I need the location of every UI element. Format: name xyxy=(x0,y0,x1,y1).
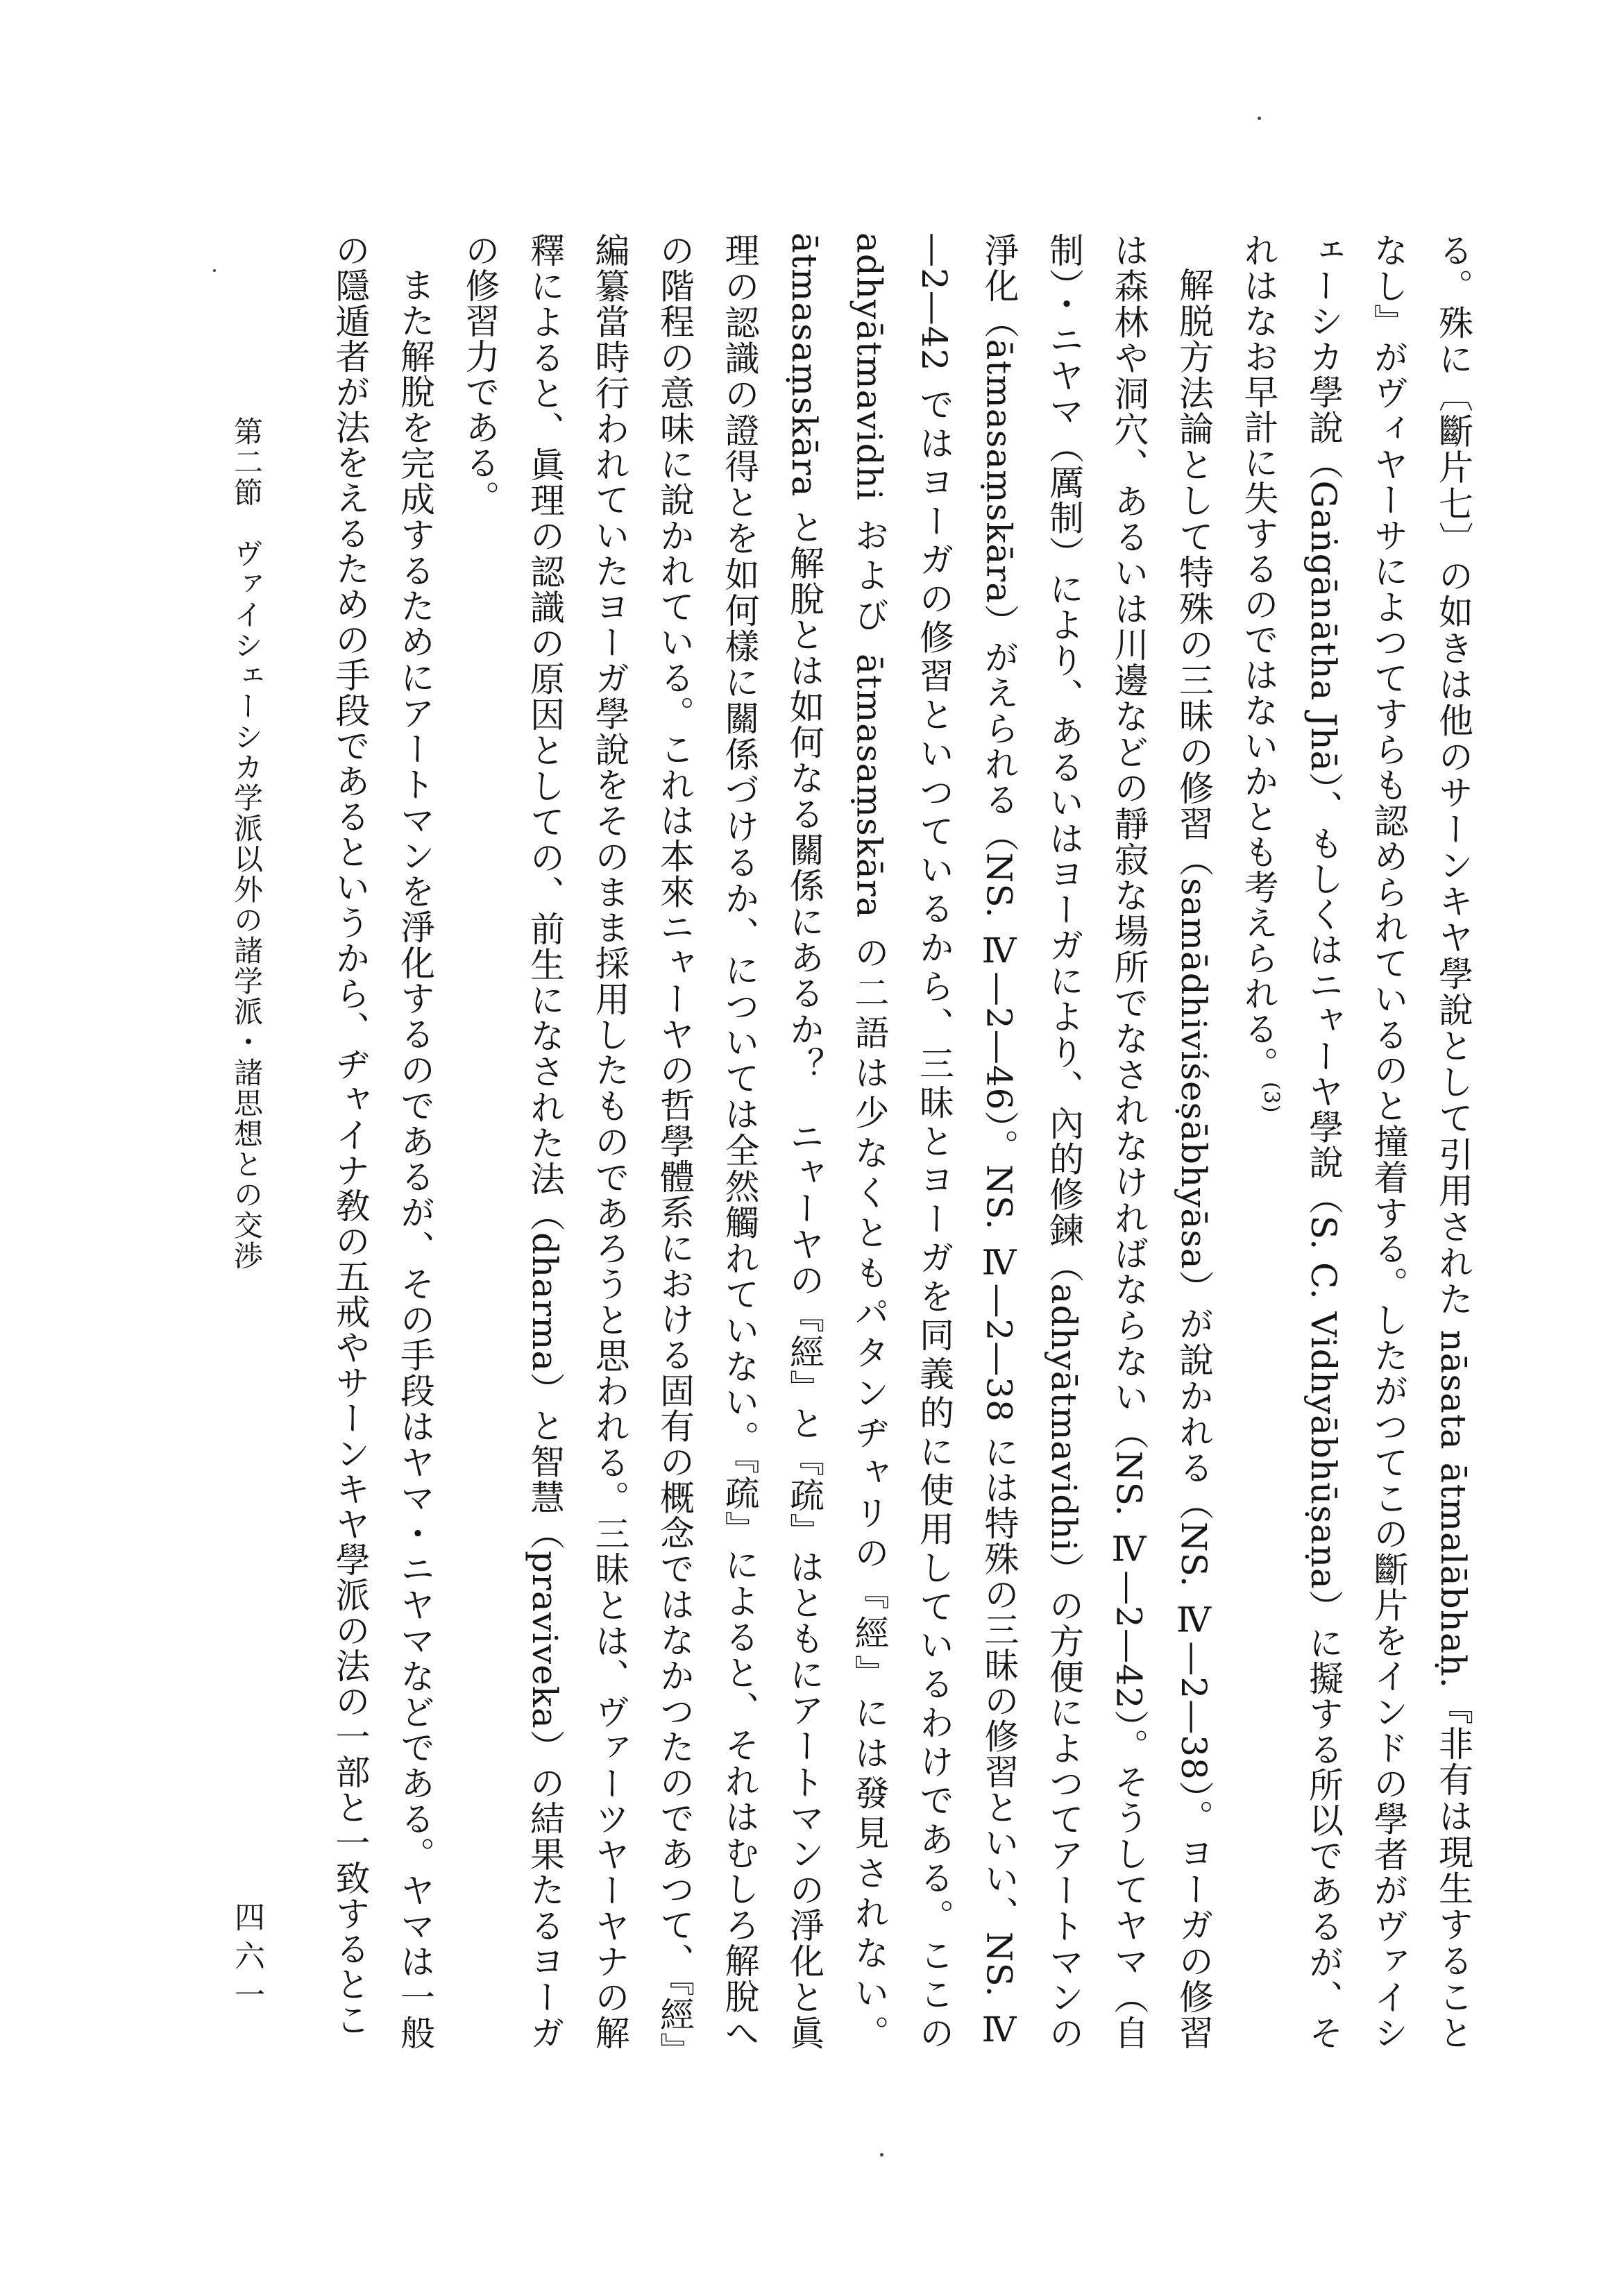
paragraph-1 xyxy=(1226,232,1485,2050)
footnote-marker: (3) xyxy=(1259,1082,1284,1114)
paragraph-2: 解脱方法論として特殊の三昧の修習（samādhiviśeṣābhyāsa）が說かれる（NS. Ⅳ—2—38）。ヨーガの修習は森林や洞穴、あるいは川邊などの靜寂な場所でなされなければならない（NS. Ⅳ—2—42）。そうしてヤマ（自制）・ニヤマ（厲制）により、あるいはヨーガにより、內的修鍊（adhyātmavidhi）の方便によつてアートマンの淨化（ātmasaṃskāra）がえられる（NS. Ⅳ—2—46）。NS. Ⅳ—2—38 には特殊の三昧の修習といい、NS. Ⅳ—2—42 ではヨーガの修習といつているから、三昧とヨーガを同義的に使用しているわけである。ここの adhyātmavidhi および ātmasaṃskāra の二語は少なくともパタンヂャリの『經』には發見されない。ātmasaṃskāra と解脫とは如何なる關係にあるか？ ニャーヤの『經』と『疏』はともにアートマンの淨化と眞理の認識の證得とを如何樣に關係づけるか、については全然觸れていない。『疏』によると、それはむしろ解脫への階程の意味に說かれている。これは本來ニャーヤの哲學體系における固有の概念ではなかつたのであつて、『經』編纂當時行われていたヨーガ學說をそのまま採用したものであろうと思われる。三昧とは、ヴァーツヤーヤナの解釋によると、眞理の認識の原因としての、前生になされた法（dharma）と智慧（praviveka）の結果たるヨーガの修習力である。 xyxy=(459,232,1214,2050)
running-head: 第二節 ヴァイシェーシカ学派以外の諸学派・諸思想との交渉 xyxy=(230,416,264,1271)
paragraph-3: また解脫を完成するためにアートマンを淨化するのであるが、その手段はヤマ・ニヤマなどである。ヤマは一般の隱遁者が法をえるための手段であるというから、ヂャイナ敎の五戒やサーンキヤ學派の法の一部と一致するとこ xyxy=(330,232,435,2050)
scan-speck xyxy=(213,269,216,272)
scan-speck xyxy=(1258,117,1261,120)
scan-speck xyxy=(880,2153,883,2157)
paragraph-1-text: る。殊に〔斷片七〕の如きは他のサーンキヤ學說として引用された nāsata ātmalābhaḥ.『非有は現生することなし』がヴィヤーサによつてすらも認められているのと撞着する。したがつてこの斷片をインドの學者がヴァイシェーシカ學說（Gaṅgānātha Jhā）、もしくはニャーヤ學說（S. C. Vidhyābhūṣaṇa）に擬する所以であるが、それはなお早計に失するのではないかとも考えられる。 xyxy=(1238,232,1473,2051)
page-number: 四六一 xyxy=(229,1901,264,2018)
body-text xyxy=(291,232,1485,2050)
